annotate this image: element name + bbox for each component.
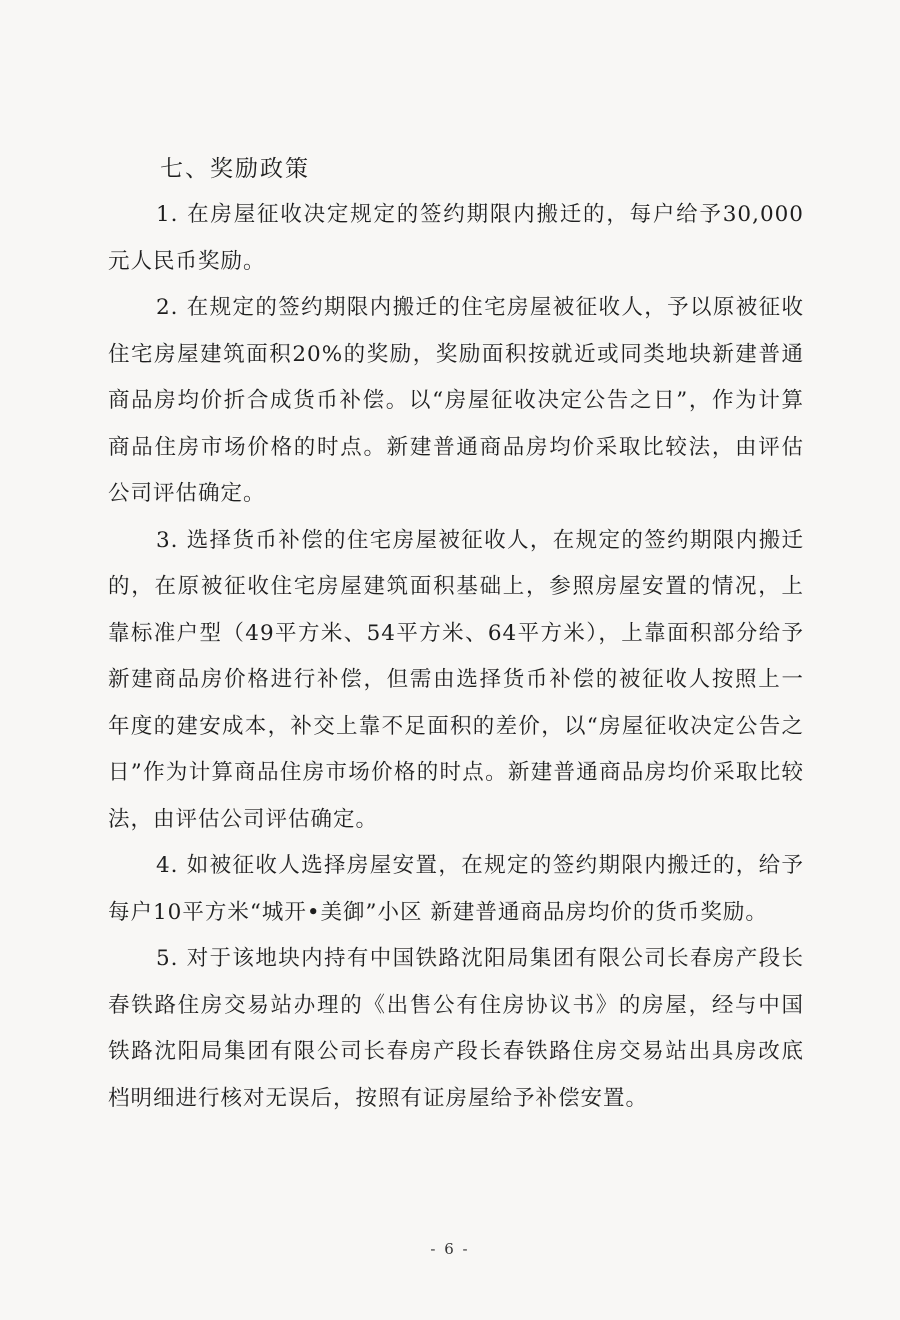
- page-number: - 6 -: [430, 1240, 470, 1258]
- paragraph-3: 3. 选择货币补偿的住宅房屋被征收人，在规定的签约期限内搬迁的，在原被征收住宅房屋建筑面积基础上，参照房屋安置的情况，上靠标准户型（49平方米、54平方米、64平方米），上靠面积部分给予新建商品房价格进行补偿，但需由选择货币补偿的被征收人按照上一年度的建安成本，补交上靠不足面积的差价，以“房屋征收决定公告之日”作为计算商品住房市场价格的时点。新建普通商品房均价采取比较法，由评估公司评估确定。: [108, 527, 804, 832]
- document-body: [108, 146, 804, 1122]
- paragraph-4: 4. 如被征收人选择房屋安置，在规定的签约期限内搬迁的，给予每户10平方米“城开•美御”小区 新建普通商品房均价的货币奖励。: [108, 853, 804, 925]
- paragraph-5: 5. 对于该地块内持有中国铁路沈阳局集团有限公司长春房产段长春铁路住房交易站办理的《出售公有住房协议书》的房屋，经与中国铁路沈阳局集团有限公司长春房产段长春铁路住房交易站出具房改底档明细进行核对无误后，按照有证房屋给予补偿安置。: [108, 946, 804, 1111]
- paragraph-2: 2. 在规定的签约期限内搬迁的住宅房屋被征收人，予以原被征收住宅房屋建筑面积20%的奖励，奖励面积按就近或同类地块新建普通商品房均价折合成货币补偿。以“房屋征收决定公告之日”，作为计算商品住房市场价格的时点。新建普通商品房均价采取比较法，由评估公司评估确定。: [108, 295, 804, 506]
- section-heading: 七、奖励政策: [160, 156, 310, 182]
- paragraph-1: 1. 在房屋征收决定规定的签约期限内搬迁的，每户给予30,000元人民币奖励。: [108, 202, 804, 274]
